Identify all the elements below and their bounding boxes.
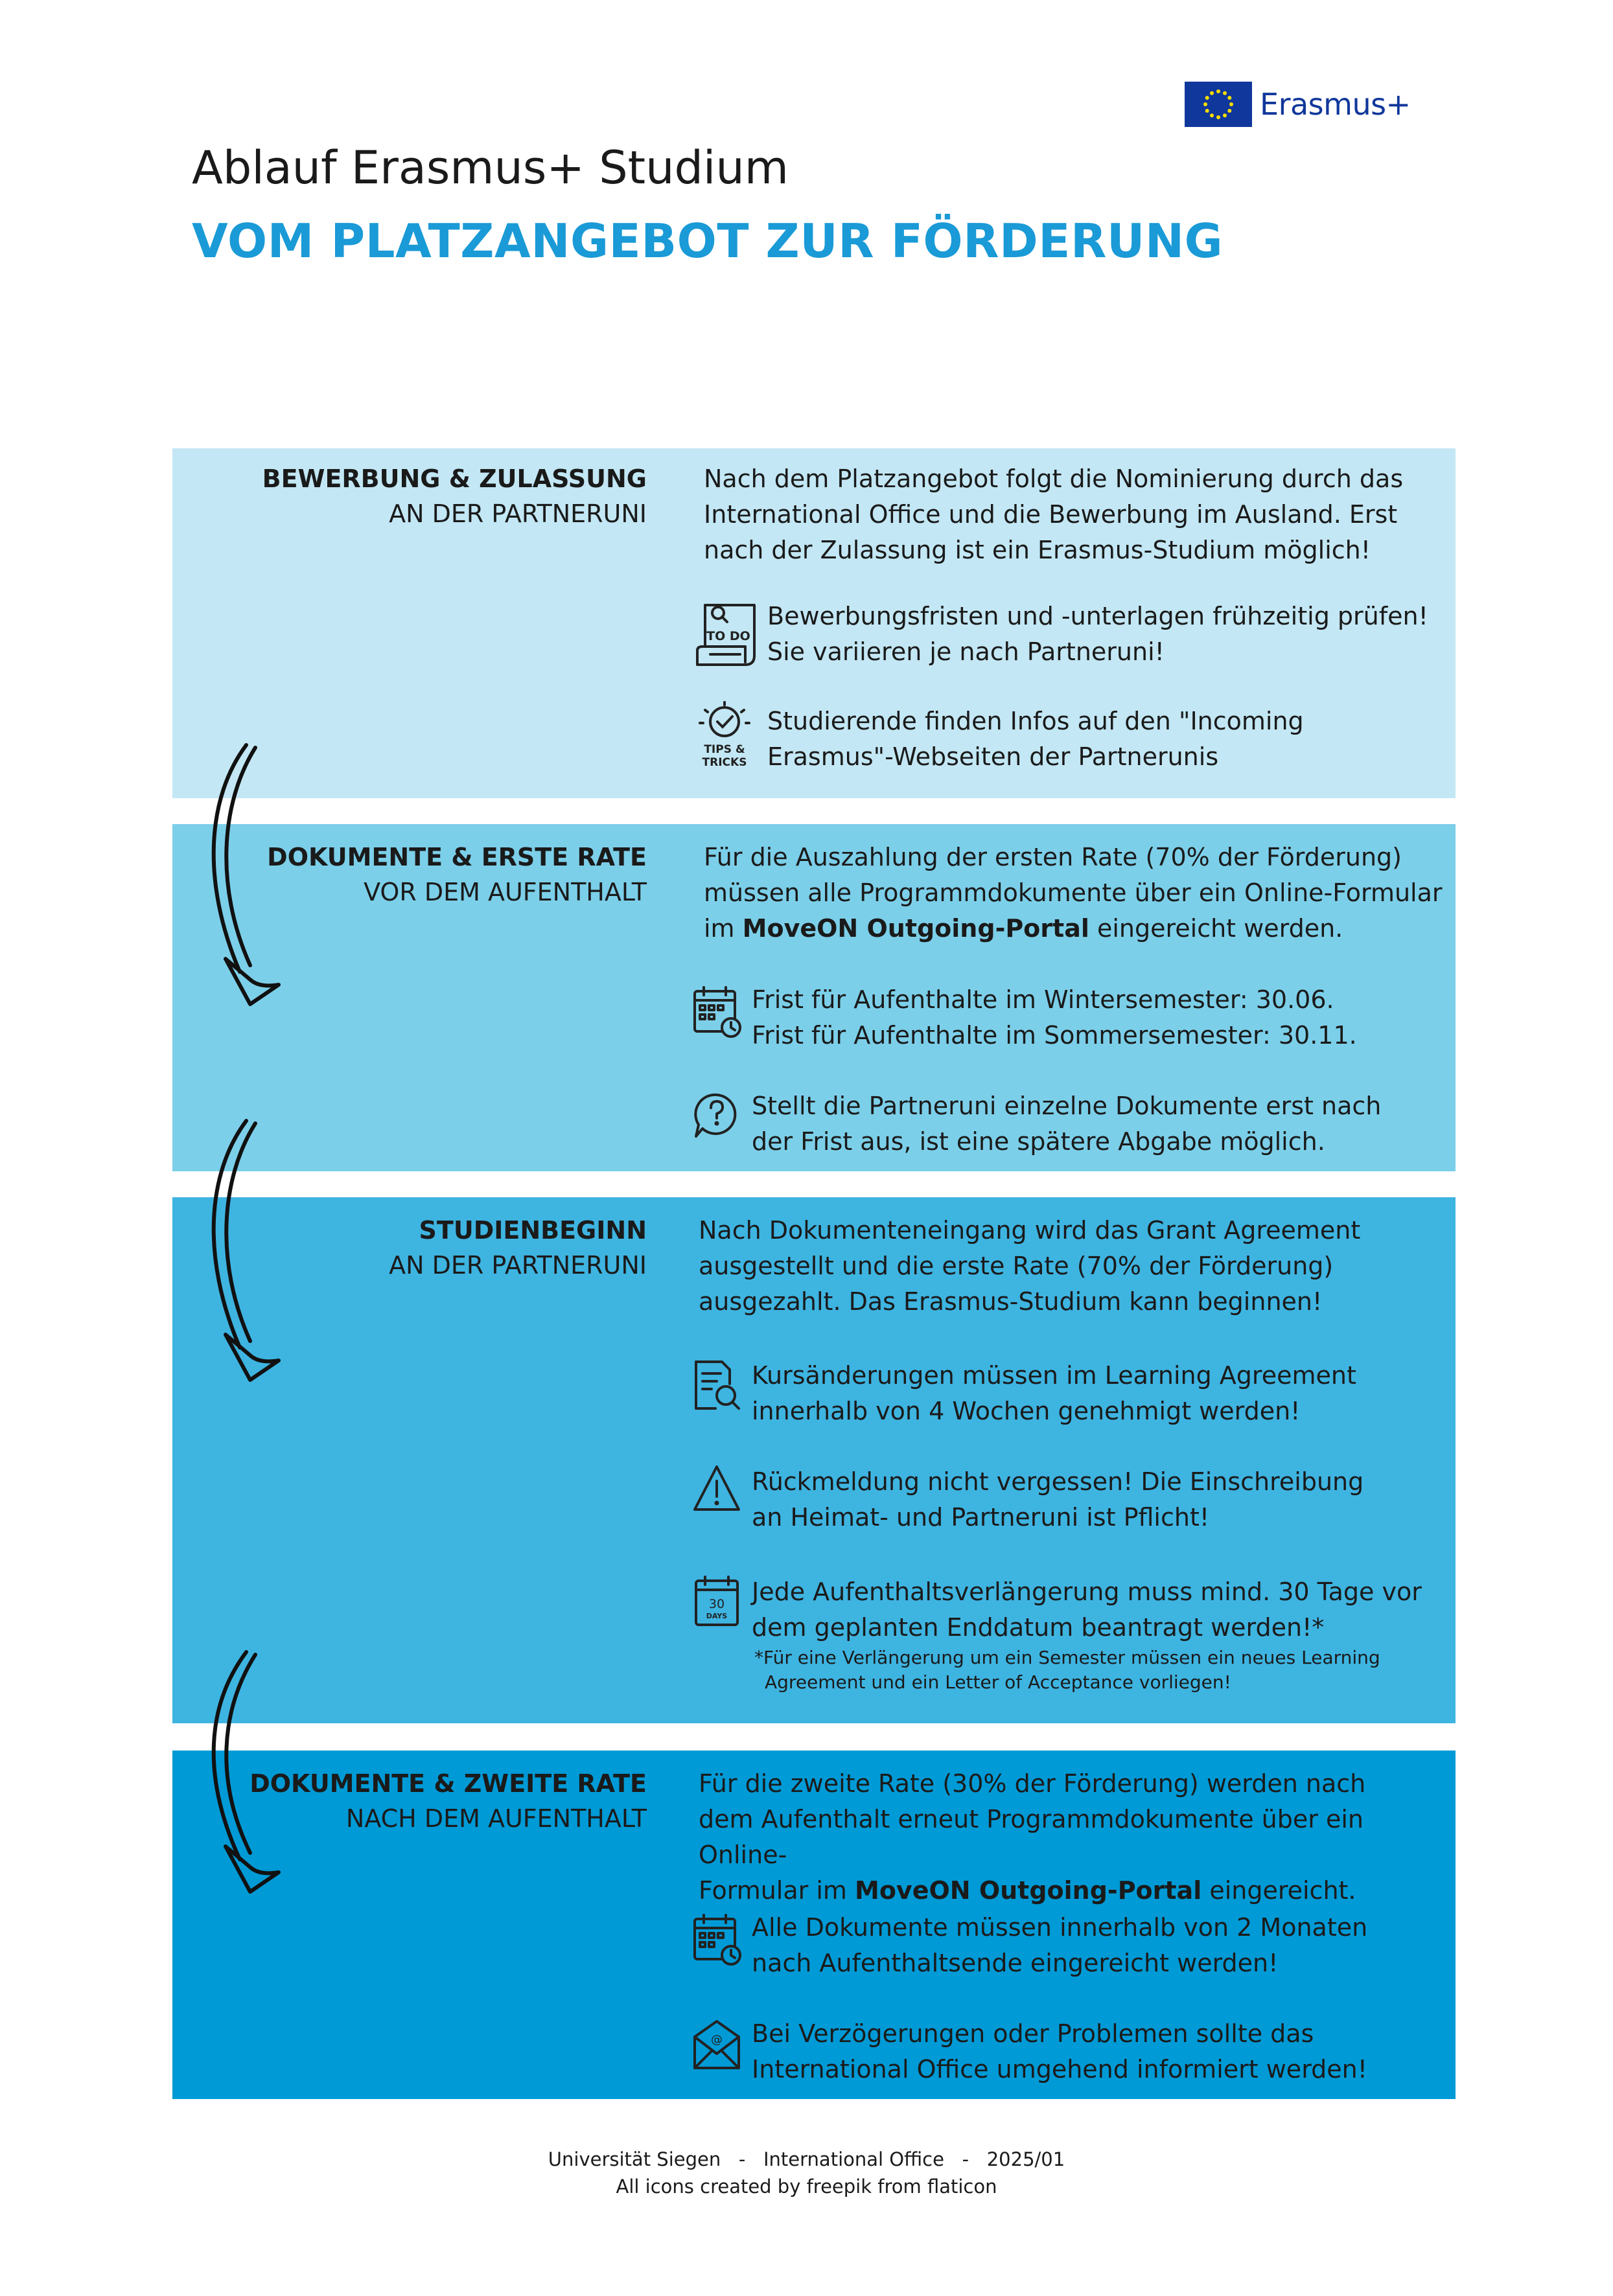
note-verzoegerungen (691, 2016, 1367, 2087)
note-text (752, 1088, 1381, 1160)
footer-line: Universität Siegen - International Office - 2025/01 (548, 2148, 1065, 2170)
note-line: der Frist aus, ist eine spätere Abgabe möglich. (752, 1127, 1325, 1156)
note-line: Alle Dokumente müssen innerhalb von 2 Monaten (752, 1913, 1368, 1942)
question-bubble-icon (691, 1086, 743, 1157)
page-title: Ablauf Erasmus+ Studium (192, 141, 789, 194)
note-text (767, 599, 1428, 670)
svg-text:TIPS &: TIPS & (704, 743, 745, 756)
note-learning-agreement (691, 1358, 1356, 1429)
body-line: Für die zweite Rate (30% der Förderung) werden nach (699, 1769, 1366, 1798)
section-dokumente-erste-rate (172, 824, 1456, 1171)
note-text (752, 1358, 1356, 1429)
stage-heading: STUDIENBEGINN (419, 1216, 647, 1245)
note-tips (691, 704, 1304, 775)
stage-subheading: AN DER PARTNERUNI (389, 1251, 647, 1280)
page-subtitle: VOM PLATZANGEBOT ZUR FÖRDERUNG (192, 214, 1224, 268)
note-rueckmeldung (691, 1464, 1364, 1535)
stage-label (262, 461, 647, 531)
stage-subheading: AN DER PARTNERUNI (389, 499, 647, 528)
note-verlaengerung (691, 1574, 1422, 1695)
section-studienbeginn (172, 1197, 1456, 1723)
section-body (699, 1213, 1360, 1320)
moveon-portal-name: MoveON Outgoing-Portal (855, 1876, 1202, 1905)
stage-heading: DOKUMENTE & ERSTE RATE (267, 843, 647, 871)
note-text (752, 982, 1357, 1053)
note-line: Kursänderungen müssen im Learning Agreement (752, 1361, 1356, 1390)
section-body (704, 840, 1443, 947)
flow-arrow-icon (188, 1114, 298, 1393)
note-line: Frist für Aufenthalte im Sommersemester: 30.11. (752, 1021, 1357, 1050)
note-line: Stellt die Partneruni einzelne Dokumente erst nach (752, 1092, 1382, 1120)
note-spaetere-abgabe (691, 1088, 1381, 1160)
note-text (752, 1574, 1422, 1695)
note-line: Studierende finden Infos auf den "Incoming (767, 707, 1304, 735)
todo-icon (691, 596, 758, 667)
tips-tricks-icon (691, 701, 758, 772)
note-line: dem geplanten Enddatum beantragt werden!* (752, 1613, 1325, 1642)
icon-label: TO DO (706, 629, 750, 643)
note-fristen (691, 982, 1357, 1053)
footnote-line: Agreement und ein Letter of Acceptance vorliegen! (765, 1671, 1231, 1693)
note-line: Rückmeldung nicht vergessen! Die Einschreibung (752, 1467, 1364, 1496)
note-zwei-monate (691, 1910, 1367, 1981)
body-text: Formular im (699, 1876, 855, 1905)
stage-label (267, 840, 647, 910)
body-line: dem Aufenthalt erneut Programmdokumente über ein Online- (699, 1805, 1364, 1869)
note-text (752, 2016, 1367, 2087)
stage-heading: BEWERBUNG & ZULASSUNG (262, 465, 647, 493)
document-search-icon (691, 1355, 743, 1427)
flow-arrow-icon (188, 739, 298, 1017)
stage-label (249, 1766, 647, 1836)
section-body (699, 1766, 1456, 1909)
body-line (699, 1873, 1456, 1909)
body-line: International Office und die Bewerbung im Ausland. Erst (704, 500, 1398, 529)
body-line: Für die Auszahlung der ersten Rate (70% der Förderung) (704, 843, 1402, 871)
mail-icon (691, 2014, 743, 2085)
note-line: International Office umgehend informiert werden! (752, 2055, 1367, 2084)
note-text (752, 1464, 1364, 1535)
calendar-clock-icon (691, 1907, 743, 1979)
footnote-line: *Für eine Verlängerung um ein Semester müssen ein neues Learning (754, 1647, 1380, 1668)
body-line: ausgestellt und die erste Rate (70% der Förderung) (699, 1252, 1334, 1280)
body-line (704, 911, 1443, 947)
note-line: an Heimat- und Partneruni ist Pflicht! (752, 1503, 1210, 1532)
note-line: Bei Verzögerungen oder Problemen sollte das (752, 2019, 1314, 2048)
icon-label: 30 (708, 1597, 725, 1611)
note-line: innerhalb von 4 Wochen genehmigt werden! (752, 1397, 1301, 1425)
note-line: Erasmus"-Webseiten der Partnerunis (767, 742, 1219, 771)
icon-label: DAYS (706, 1612, 728, 1620)
body-line: nach der Zulassung ist ein Erasmus-Studium möglich! (704, 536, 1371, 564)
footer-credits: All icons created by freepik from flaticon (616, 2175, 997, 2198)
svg-text:TRICKS: TRICKS (702, 756, 747, 769)
calendar-30-days-icon (691, 1572, 743, 1643)
erasmus-logo (1185, 82, 1411, 127)
warning-icon (691, 1462, 743, 1533)
note-line: Frist für Aufenthalte im Wintersemester: 30.06. (752, 985, 1334, 1014)
stage-heading: DOKUMENTE & ZWEITE RATE (249, 1769, 647, 1798)
section-bewerbung (172, 448, 1456, 798)
note-line: Sie variieren je nach Partneruni! (767, 637, 1165, 666)
body-text: im (704, 914, 743, 943)
section-dokumente-zweite-rate (172, 1751, 1456, 2099)
body-text: eingereicht werden. (1089, 914, 1343, 943)
svg-text:@: @ (711, 2033, 723, 2047)
body-line: Nach Dokumenteneingang wird das Grant Agreement (699, 1216, 1361, 1245)
stage-label (389, 1213, 647, 1283)
footer (0, 2146, 1613, 2200)
note-todo (691, 599, 1428, 670)
note-line: Bewerbungsfristen und -unterlagen frühzeitig prüfen! (767, 602, 1428, 630)
body-line: müssen alle Programmdokumente über ein Online-Formular (704, 878, 1443, 907)
note-line: nach Aufenthaltsende eingereicht werden! (752, 1949, 1279, 1977)
body-text: eingereicht. (1201, 1876, 1356, 1905)
logo-text: Erasmus+ (1260, 87, 1411, 122)
note-text (767, 704, 1304, 775)
stage-subheading: VOR DEM AUFENTHALT (364, 878, 647, 906)
eu-flag-icon (1185, 82, 1252, 127)
note-text (752, 1910, 1367, 1981)
flow-arrow-icon (188, 1646, 298, 1905)
section-body (704, 461, 1403, 568)
body-line: ausgezahlt. Das Erasmus-Studium kann beginnen! (699, 1287, 1323, 1316)
stage-subheading: NACH DEM AUFENTHALT (345, 1804, 647, 1833)
note-line: Jede Aufenthaltsverlängerung muss mind. 30 Tage vor (752, 1578, 1422, 1606)
body-line: Nach dem Platzangebot folgt die Nominierung durch das (704, 465, 1404, 493)
calendar-clock-icon (691, 980, 743, 1051)
moveon-portal-name: MoveON Outgoing-Portal (742, 914, 1089, 943)
